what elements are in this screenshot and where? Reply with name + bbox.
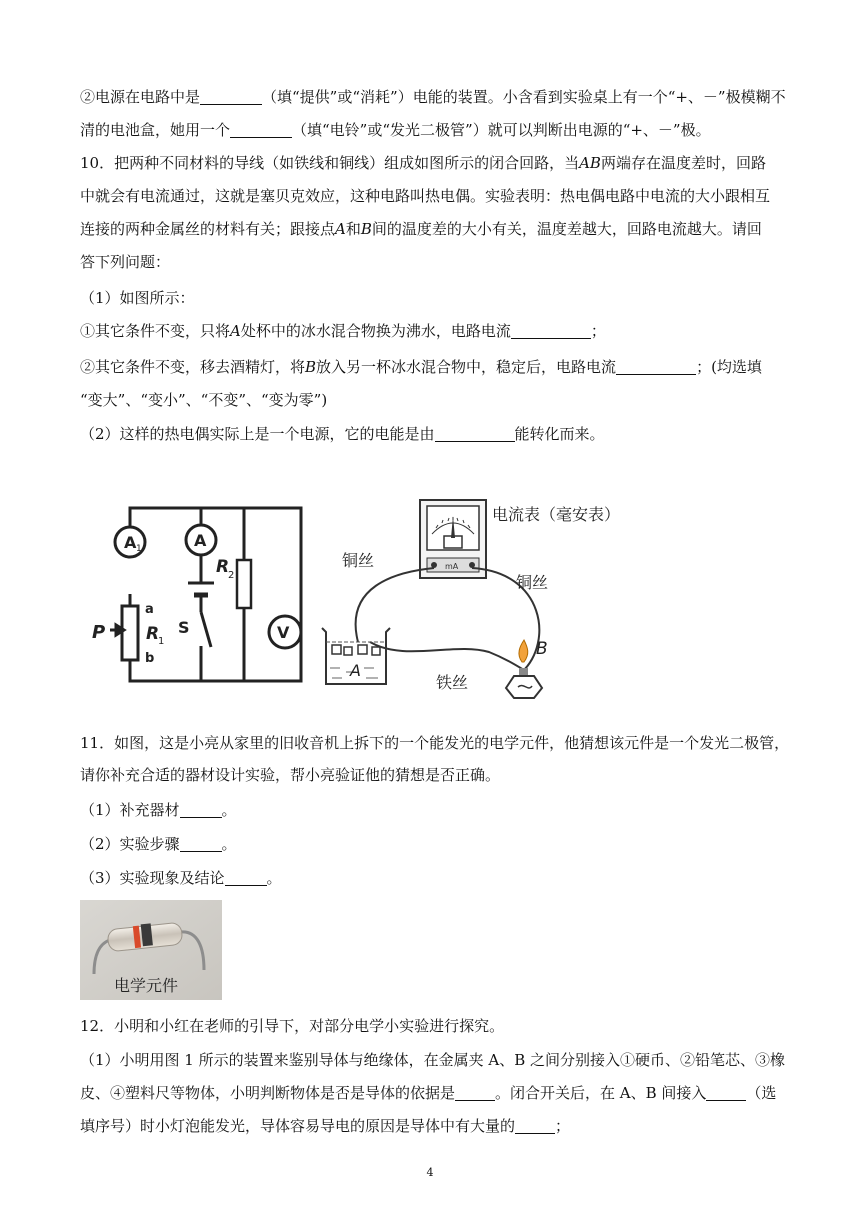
milliammeter-title: 电流表（毫安表） xyxy=(492,505,621,524)
text: ①其它条件不变，只将 xyxy=(80,322,231,340)
q11-part-2 xyxy=(80,834,237,854)
q10-part-1b xyxy=(80,357,762,377)
text: 能转化而来。 xyxy=(514,425,605,443)
slider-p-label: P xyxy=(92,622,106,643)
iron-wire xyxy=(370,642,524,670)
resistor-r2-label: R xyxy=(216,557,230,577)
text: ； xyxy=(590,322,606,340)
text: B xyxy=(305,358,317,376)
thermocouple-diagram xyxy=(314,492,674,712)
text: B xyxy=(360,220,372,238)
text: AB xyxy=(579,154,601,172)
switch-s-label: S xyxy=(178,618,190,637)
q10-line-3 xyxy=(80,219,762,239)
text: 皮、④塑料尺等物体，小明判断物体是否是导体的依据是 xyxy=(80,1084,456,1102)
text: （填“电铃”或“发光二极管”）就可以判断出电源的“+、－”极。 xyxy=(292,121,711,139)
rheostat-r1-label: R xyxy=(146,624,160,644)
ammeter-a1-label: A xyxy=(124,533,137,552)
terminal-b-label: b xyxy=(145,651,155,666)
resistor-r2-icon xyxy=(237,560,251,608)
battery-icon xyxy=(188,583,214,595)
q10-part-1: （1）如图所示： xyxy=(80,289,195,307)
text: 放入另一杯冰水混合物中，稳定后，电路电流 xyxy=(316,358,617,376)
copper-label-left: 铜丝 xyxy=(342,551,375,570)
answer-blank[interactable] xyxy=(180,801,222,818)
q10-part-1a xyxy=(80,321,606,341)
answer-blank[interactable] xyxy=(515,1117,555,1134)
q10-line-4: 答下列问题： xyxy=(80,253,171,271)
text: （2）这样的热电偶实际上是一个电源，它的电能是由 xyxy=(80,425,435,443)
photo-caption: 电学元件 xyxy=(114,976,179,995)
text: 清的电池盒，她用一个 xyxy=(80,121,231,139)
ammeter-a1-subscript: 1 xyxy=(136,544,142,554)
text: 间的温度差的大小有关，温度差越大，回路电流越大。请回 xyxy=(371,220,762,238)
q10-part-2 xyxy=(80,424,605,444)
text: ②电源在电路中是 xyxy=(80,88,201,106)
text: （1）补充器材 xyxy=(80,801,180,819)
resistor-r2-subscript: 2 xyxy=(228,570,235,581)
voltmeter-label: V xyxy=(277,623,290,642)
led-component-photo xyxy=(80,900,222,1000)
q11-line-2: 请你补充合适的器材设计实验，帮小亮验证他的猜想是否正确。 xyxy=(80,766,501,784)
q9-line-2 xyxy=(80,120,711,140)
text: A xyxy=(230,322,241,340)
text: 连接的两种金属丝的材料有关；跟接点 xyxy=(80,220,336,238)
answer-blank[interactable] xyxy=(180,835,222,852)
rheostat-r1-icon xyxy=(122,606,138,660)
q11-part-1 xyxy=(80,800,237,820)
junction-a-label: A xyxy=(350,661,361,680)
terminal-a-label: a xyxy=(145,602,154,617)
answer-blank[interactable] xyxy=(511,322,591,339)
text: 填序号）时小灯泡能发光，导体容易导电的原因是导体中有大量的 xyxy=(80,1117,516,1135)
q10-line-1 xyxy=(80,153,766,173)
answer-blank[interactable] xyxy=(616,358,696,375)
copper-wire-left xyxy=(356,568,434,642)
text: ②其它条件不变，移去酒精灯，将 xyxy=(80,358,306,376)
text: 10．把两种不同材料的导线（如铁线和铜线）组成如图所示的闭合回路，当 xyxy=(80,154,580,172)
answer-blank[interactable] xyxy=(455,1084,495,1101)
text: 两端存在温度差时，回路 xyxy=(600,154,766,172)
text: 。 xyxy=(221,835,237,853)
text: （填“提供”或“消耗”）电能的装置。小含看到实验桌上有一个“+、－”极模糊不 xyxy=(262,88,786,106)
q12-line-2: （1）小明用图 1 所示的装置来鉴别导体与绝缘体，在金属夹 A、B 之间分别接入①硬币、②铅笔芯、③橡 xyxy=(80,1051,786,1069)
page-number: 4 xyxy=(426,1166,434,1179)
answer-blank[interactable] xyxy=(200,88,262,105)
q12-line-1: 12．小明和小红在老师的引导下，对部分电学小实验进行探究。 xyxy=(80,1017,505,1035)
q10-part-1c: “变大”、“变小”、“不变”、“变为零”) xyxy=(80,391,328,409)
q11-part-3 xyxy=(80,868,282,888)
q12-line-4 xyxy=(80,1116,570,1136)
circuit-diagram xyxy=(86,496,322,694)
ammeter-a-label: A xyxy=(194,531,207,550)
q11-line-1: 11．如图，这是小亮从家里的旧收音机上拆下的一个能发光的电学元件，他猜想该元件是一个发光二极管， xyxy=(80,734,790,752)
text: （3）实验现象及结论 xyxy=(80,869,225,887)
text: 和 xyxy=(345,220,361,238)
text: A xyxy=(335,220,346,238)
text: 。闭合开关后，在 A、B 间接入 xyxy=(495,1084,707,1102)
rheostat-r1-subscript: 1 xyxy=(158,636,165,647)
copper-label-right: 铜丝 xyxy=(516,573,549,592)
q9-line-1 xyxy=(80,87,786,107)
milliammeter-unit: mA xyxy=(445,562,459,571)
q10-line-2: 中就会有电流通过，这就是塞贝克效应，这种电路叫热电偶。实验表明：热电偶电路中电流的大小跟相互 xyxy=(80,187,771,205)
answer-blank[interactable] xyxy=(225,869,267,886)
text: （选 xyxy=(746,1084,777,1102)
text: ；(均选填 xyxy=(696,358,762,376)
text: 。 xyxy=(266,869,282,887)
text: ； xyxy=(555,1117,571,1135)
answer-blank[interactable] xyxy=(435,425,515,442)
answer-blank[interactable] xyxy=(706,1084,746,1101)
answer-blank[interactable] xyxy=(230,121,292,138)
switch-s-icon xyxy=(201,612,211,647)
iron-label: 铁丝 xyxy=(436,673,469,692)
q12-line-3 xyxy=(80,1083,776,1103)
text: 。 xyxy=(221,801,237,819)
text: 处杯中的冰水混合物换为沸水，电路电流 xyxy=(240,322,511,340)
text: （2）实验步骤 xyxy=(80,835,180,853)
junction-b-label: B xyxy=(536,639,548,659)
